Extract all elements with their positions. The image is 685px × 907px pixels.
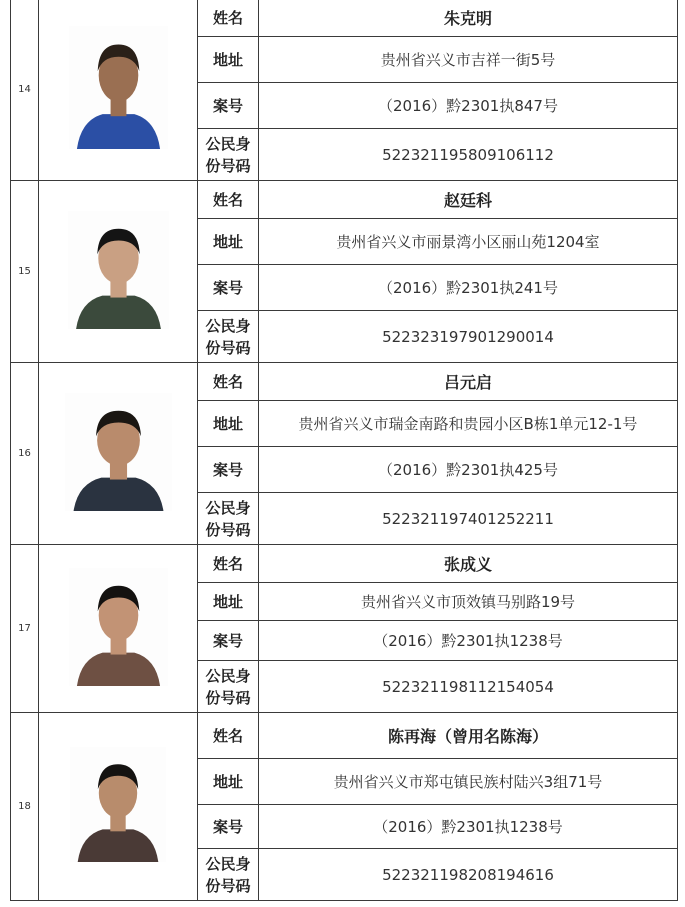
id-number: 522321197401252211 <box>259 493 678 545</box>
id-label-line2: 份号码 <box>205 688 251 707</box>
id-label <box>198 129 259 181</box>
id-label <box>198 661 259 713</box>
record-row <box>11 713 678 759</box>
name-label: 姓名 <box>198 363 259 401</box>
person-name: 朱克明 <box>259 0 678 37</box>
address-value: 贵州省兴义市郑屯镇民族村陆兴3组71号 <box>259 759 678 805</box>
record-number: 17 <box>11 545 39 713</box>
id-number: 522321198112154054 <box>259 661 678 713</box>
portrait-photo <box>65 393 172 511</box>
address-value: 贵州省兴义市吉祥一街5号 <box>259 37 678 83</box>
record-number: 16 <box>11 363 39 545</box>
id-label-line1: 公民身 <box>205 498 251 517</box>
roster-table <box>10 0 678 901</box>
person-name: 陈再海（曾用名陈海） <box>259 713 678 759</box>
id-label-line1: 公民身 <box>205 316 251 335</box>
case-label: 案号 <box>198 621 259 661</box>
id-label-line1: 公民身 <box>205 666 251 685</box>
address-label: 地址 <box>198 219 259 265</box>
address-value: 贵州省兴义市丽景湾小区丽山苑1204室 <box>259 219 678 265</box>
id-label-line1: 公民身 <box>205 134 251 153</box>
address-label: 地址 <box>198 401 259 447</box>
id-label-line1: 公民身 <box>205 854 251 873</box>
record-number: 14 <box>11 0 39 181</box>
portrait-photo <box>70 747 166 862</box>
address-label: 地址 <box>198 759 259 805</box>
portrait-cell <box>39 181 198 363</box>
id-number: 522323197901290014 <box>259 311 678 363</box>
id-label-line2: 份号码 <box>205 876 251 895</box>
address-label: 地址 <box>198 37 259 83</box>
case-label: 案号 <box>198 83 259 129</box>
record-row <box>11 363 678 401</box>
address-value: 贵州省兴义市瑞金南路和贵园小区B栋1单元12-1号 <box>259 401 678 447</box>
name-label: 姓名 <box>198 181 259 219</box>
name-label: 姓名 <box>198 713 259 759</box>
person-name: 吕元启 <box>259 363 678 401</box>
id-label <box>198 311 259 363</box>
id-label <box>198 493 259 545</box>
portrait-photo <box>69 568 168 686</box>
portrait-cell <box>39 713 198 901</box>
case-number: （2016）黔2301执241号 <box>259 265 678 311</box>
id-label <box>198 849 259 901</box>
address-value: 贵州省兴义市顶效镇马别路19号 <box>259 583 678 621</box>
person-name: 张成义 <box>259 545 678 583</box>
case-number: （2016）黔2301执1238号 <box>259 805 678 849</box>
name-label: 姓名 <box>198 0 259 37</box>
id-label-line2: 份号码 <box>205 520 251 539</box>
portrait-photo <box>69 26 168 149</box>
id-label-line2: 份号码 <box>205 338 251 357</box>
id-number: 522321198208194616 <box>259 849 678 901</box>
case-number: （2016）黔2301执847号 <box>259 83 678 129</box>
record-row <box>11 181 678 219</box>
case-number: （2016）黔2301执1238号 <box>259 621 678 661</box>
portrait-cell <box>39 363 198 545</box>
address-label: 地址 <box>198 583 259 621</box>
portrait-cell <box>39 0 198 181</box>
record-row <box>11 0 678 37</box>
person-name: 赵廷科 <box>259 181 678 219</box>
record-number: 15 <box>11 181 39 363</box>
record-row <box>11 545 678 583</box>
id-number: 522321195809106112 <box>259 129 678 181</box>
record-number: 18 <box>11 713 39 901</box>
case-number: （2016）黔2301执425号 <box>259 447 678 493</box>
case-label: 案号 <box>198 805 259 849</box>
name-label: 姓名 <box>198 545 259 583</box>
portrait-cell <box>39 545 198 713</box>
case-label: 案号 <box>198 447 259 493</box>
id-label-line2: 份号码 <box>205 156 251 175</box>
case-label: 案号 <box>198 265 259 311</box>
portrait-photo <box>68 211 169 329</box>
